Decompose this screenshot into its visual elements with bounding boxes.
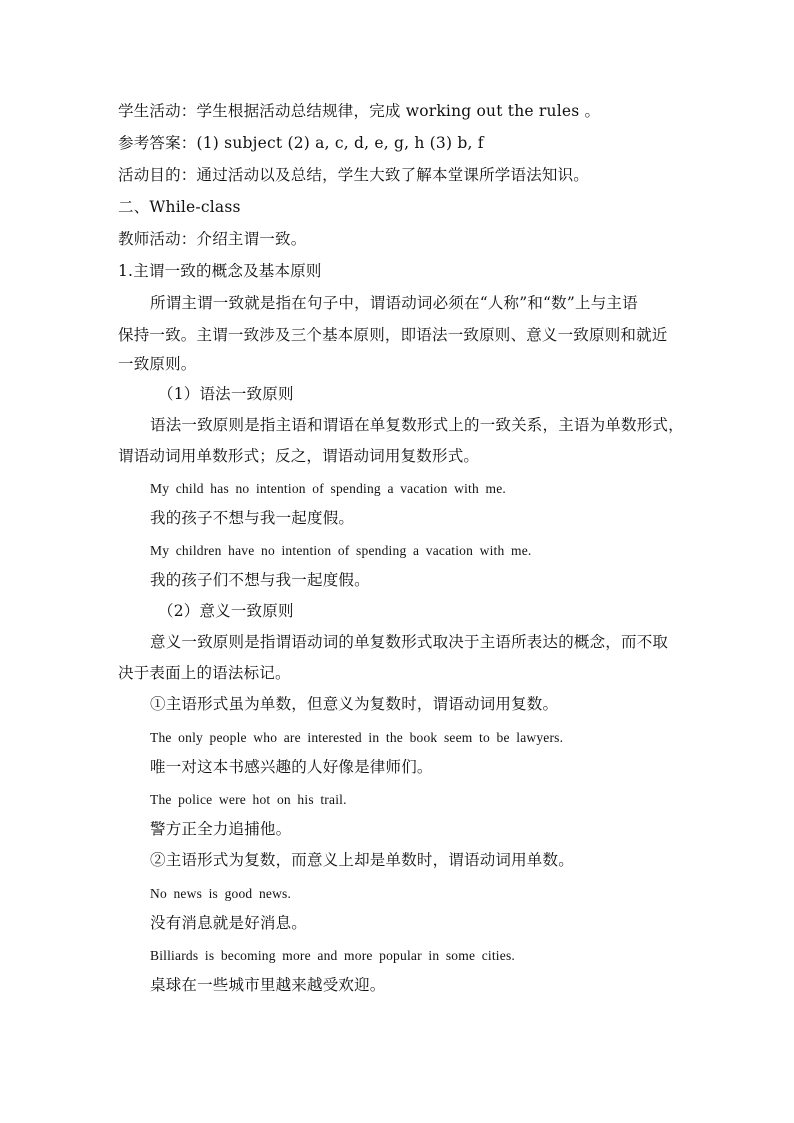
example-translation-zh: 没有消息就是好消息。 <box>150 914 308 932</box>
example-translation-zh: 我的孩子不想与我一起度假。 <box>150 509 355 527</box>
principle-heading-grammar: （1）语法一致原则 <box>158 385 294 403</box>
student-activity-line: 学生活动：学生根据活动总结规律，完成 working out the rules 。 <box>118 102 601 120</box>
paragraph-line: 意义一致原则是指谓语动词的单复数形式取决于主语所表达的概念，而不取 <box>150 633 669 651</box>
example-sentence-en: The police were hot on his trail. <box>150 792 347 807</box>
paragraph-line: 谓语动词用单数形式；反之，谓语动词用复数形式。 <box>118 447 480 465</box>
example-translation-zh: 桌球在一些城市里越来越受欢迎。 <box>150 976 386 994</box>
paragraph-line: 所谓主谓一致就是指在句子中，谓语动词必须在“人称”和“数”上与主语 <box>150 294 638 312</box>
rule-line: ②主语形式为复数，而意义上却是单数时，谓语动词用单数。 <box>150 851 574 869</box>
example-translation-zh: 唯一对这本书感兴趣的人好像是律师们。 <box>150 758 433 776</box>
teacher-activity-line: 教师活动：介绍主谓一致。 <box>118 230 307 248</box>
example-sentence-en: Billiards is becoming more and more popular in some cities. <box>150 948 515 963</box>
paragraph-line: 一致原则。 <box>118 355 197 373</box>
principle-heading-meaning: （2）意义一致原则 <box>158 602 294 620</box>
example-sentence-en: No news is good news. <box>150 886 292 901</box>
paragraph-line: 决于表面上的语法标记。 <box>118 664 291 682</box>
paragraph-line: 保持一致。主谓一致涉及三个基本原则，即语法一致原则、意义一致原则和就近 <box>118 326 668 344</box>
example-translation-zh: 我的孩子们不想与我一起度假。 <box>150 571 370 589</box>
paragraph-line: 语法一致原则是指主语和谓语在单复数形式上的一致关系，主语为单数形式， <box>150 416 684 434</box>
example-sentence-en: My child has no intention of spending a vacation with me. <box>150 481 506 496</box>
reference-answer-line: 参考答案：(1) subject (2) a, c, d, e, g, h (3) b, f <box>118 134 484 152</box>
example-sentence-en: The only people who are interested in the book seem to be lawyers. <box>150 730 564 745</box>
example-translation-zh: 警方正全力追捕他。 <box>150 820 292 838</box>
example-sentence-en: My children have no intention of spending a vacation with me. <box>150 543 532 558</box>
section-heading-while-class: 二、While-class <box>118 198 241 216</box>
subsection-heading-concept: 1.主谓一致的概念及基本原则 <box>118 262 322 280</box>
activity-purpose-line: 活动目的：通过活动以及总结，学生大致了解本堂课所学语法知识。 <box>118 166 590 184</box>
rule-line: ①主语形式虽为单数，但意义为复数时，谓语动词用复数。 <box>150 695 559 713</box>
